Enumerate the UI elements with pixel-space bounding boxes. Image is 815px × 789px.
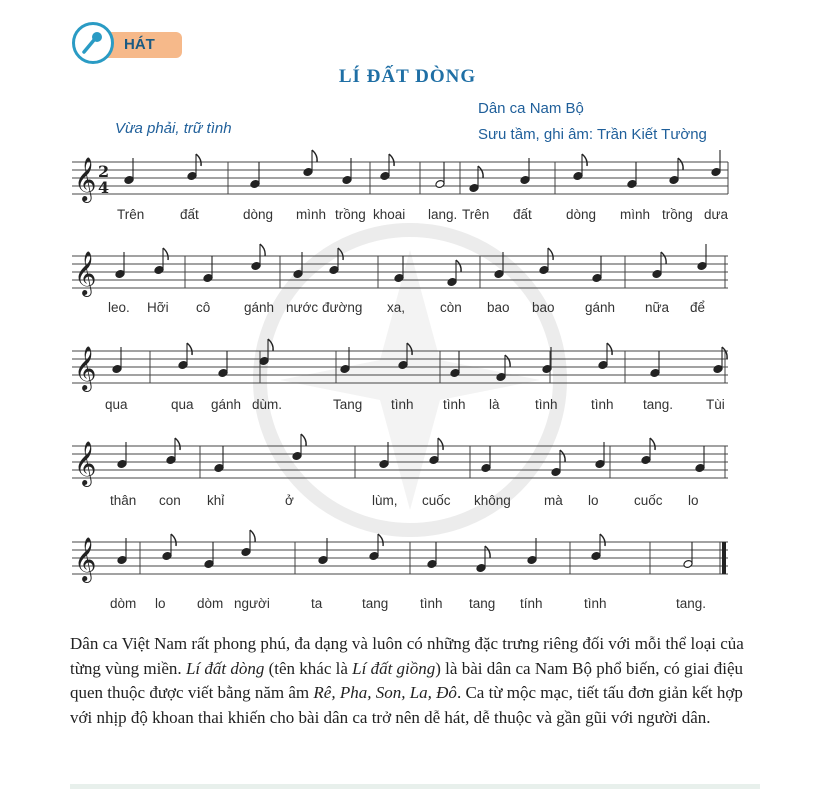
lyric-syllable: để [690,300,706,315]
treble-clef: 𝄞 [74,251,97,295]
lyric-syllable: xa, [387,300,406,315]
lyric-syllable: ta [311,596,323,611]
lyric-syllable: cuốc [422,493,451,508]
lyric-syllable: lo [155,596,166,611]
lyric-syllable: lùm, [372,493,398,508]
para-italic-3: Rê, Pha, Son, La, Đô [313,683,457,702]
note-flag [312,150,317,162]
lyric-syllable: qua [171,397,194,412]
lyric-syllable: là [489,397,500,412]
lyric-syllable: Trên [117,207,145,222]
para-text-2: (tên khác là [264,658,353,678]
lyric-syllable: tình [391,397,414,412]
note-flag [607,343,612,355]
lyric-line [0,397,815,417]
lyric-syllable: tình [584,596,607,611]
note-flag [505,355,510,367]
lyric-syllable: dòng [566,207,597,222]
lyric-syllable: cô [196,300,211,315]
lyric-syllable: lo [688,493,699,508]
lyric-syllable: còn [440,300,462,315]
lyric-syllable: tình [591,397,614,412]
lyric-syllable: tang [469,596,496,611]
lyric-syllable: tính [520,596,543,611]
note-flag [175,438,180,450]
para-text-1: Dân ca Việt Nam rất phong phú, đa dạng và luôn có những đặc trưng riêng đối với mỗi thể loại của từng vùng miền. [70,634,744,678]
lyric-syllable: không [474,493,511,508]
lyric-syllable: tình [443,397,466,412]
lyric-syllable: Hỡi [147,300,169,315]
note-flag [389,154,394,166]
lyric-syllable: Tang [333,397,363,412]
treble-clef: 𝄞 [74,346,97,390]
treble-clef: 𝄞 [74,441,97,485]
final-barline [722,542,726,574]
lyric-syllable: dưa [704,207,729,222]
time-signature-bottom: 4 [98,178,110,197]
lyric-syllable: đất [180,207,199,222]
note-flag [438,438,443,450]
para-text-4: . Ca từ mộc mạc, tiết tấu đơn giản kết hợp với nhịp độ khoan thai khiến cho bài dân ca trở nên dễ hát, dễ thuộc và gần gũi với người dân. [70,683,743,727]
lyric-syllable: nữa [645,300,670,315]
note-flag [301,434,306,446]
lyric-line [0,207,815,227]
treble-clef: 𝄞 [74,157,97,201]
lyric-syllable: đất [513,207,532,222]
lyric-syllable: tang. [676,596,707,611]
lyric-syllable: bao [532,300,555,315]
song-origin: Dân ca Nam Bộ [478,100,584,117]
lyric-syllable: dùm. [252,397,283,412]
lyric-syllable: cuốc [634,493,663,508]
lyric-syllable: gánh [211,397,242,412]
lyric-syllable: mà [544,493,563,508]
lyric-syllable: tang [362,596,389,611]
footer-bar [70,784,760,789]
lyric-syllable: dòm [110,596,137,611]
description-paragraph [70,632,760,730]
lyric-syllable: đường [322,300,363,315]
song-title: LÍ ĐẤT DÒNG [338,66,477,87]
lyric-syllable: người [234,596,270,611]
lyric-line [0,596,815,616]
note-flag [678,158,683,170]
note-flag [582,154,587,166]
lyric-syllable: tình [420,596,443,611]
badge-label: HÁT [124,36,155,53]
note-flag [600,534,605,546]
lyric-line [0,300,815,320]
lyric-syllable: dòng [243,207,274,222]
lyric-syllable: gánh [585,300,616,315]
lyric-syllable: mình [620,207,651,222]
song-collector: Sưu tầm, ghi âm: Trần Kiết Tường [478,126,707,143]
lyric-syllable: mình [296,207,327,222]
para-italic-2: Lí đất giồng [352,658,436,678]
note-flag [548,248,553,260]
note-flag [661,252,666,264]
note-flag [650,438,655,450]
note-flag [171,534,176,546]
lyric-syllable: bao [487,300,510,315]
note-flag [485,546,490,558]
treble-clef: 𝄞 [74,537,97,581]
lyric-syllable: lo [588,493,599,508]
lyric-syllable: khoai [373,207,406,222]
tempo-marking: Vừa phải, trữ tình [115,120,232,137]
lyric-syllable: lang. [428,207,458,222]
lyric-syllable: dòm [197,596,224,611]
lyric-syllable: qua [105,397,128,412]
lyric-syllable: tang. [643,397,674,412]
lyric-syllable: thân [110,493,137,508]
lyric-syllable: Trên [462,207,490,222]
lyric-syllable: ở [285,493,294,508]
note-flag [250,530,255,542]
lyric-syllable: nước [286,300,319,315]
lyric-syllable: Tùi [706,397,725,412]
note-flag [163,248,168,260]
lyric-line [0,493,815,513]
para-italic-1: Lí đất dòng [185,658,265,678]
note-flag [560,450,565,462]
lyric-syllable: tình [535,397,558,412]
note-flag [260,244,265,256]
note-flag [187,343,192,355]
lyric-syllable: trồng [335,207,366,222]
time-signature-top: 2 [98,162,110,181]
note-flag [378,534,383,546]
note-flag [456,260,461,272]
lyric-syllable: khỉ [207,493,225,508]
note-flag [478,166,483,178]
lyric-syllable: trồng [662,207,693,222]
para-text-3: ) là bài dân ca Nam Bộ phổ biến, có giai điệu quen thuộc được viết bằng năm âm [70,658,744,702]
note-flag [196,154,201,166]
lyric-syllable: gánh [244,300,275,315]
lyric-syllable: con [159,493,181,508]
lyric-syllable: leo. [108,300,130,315]
